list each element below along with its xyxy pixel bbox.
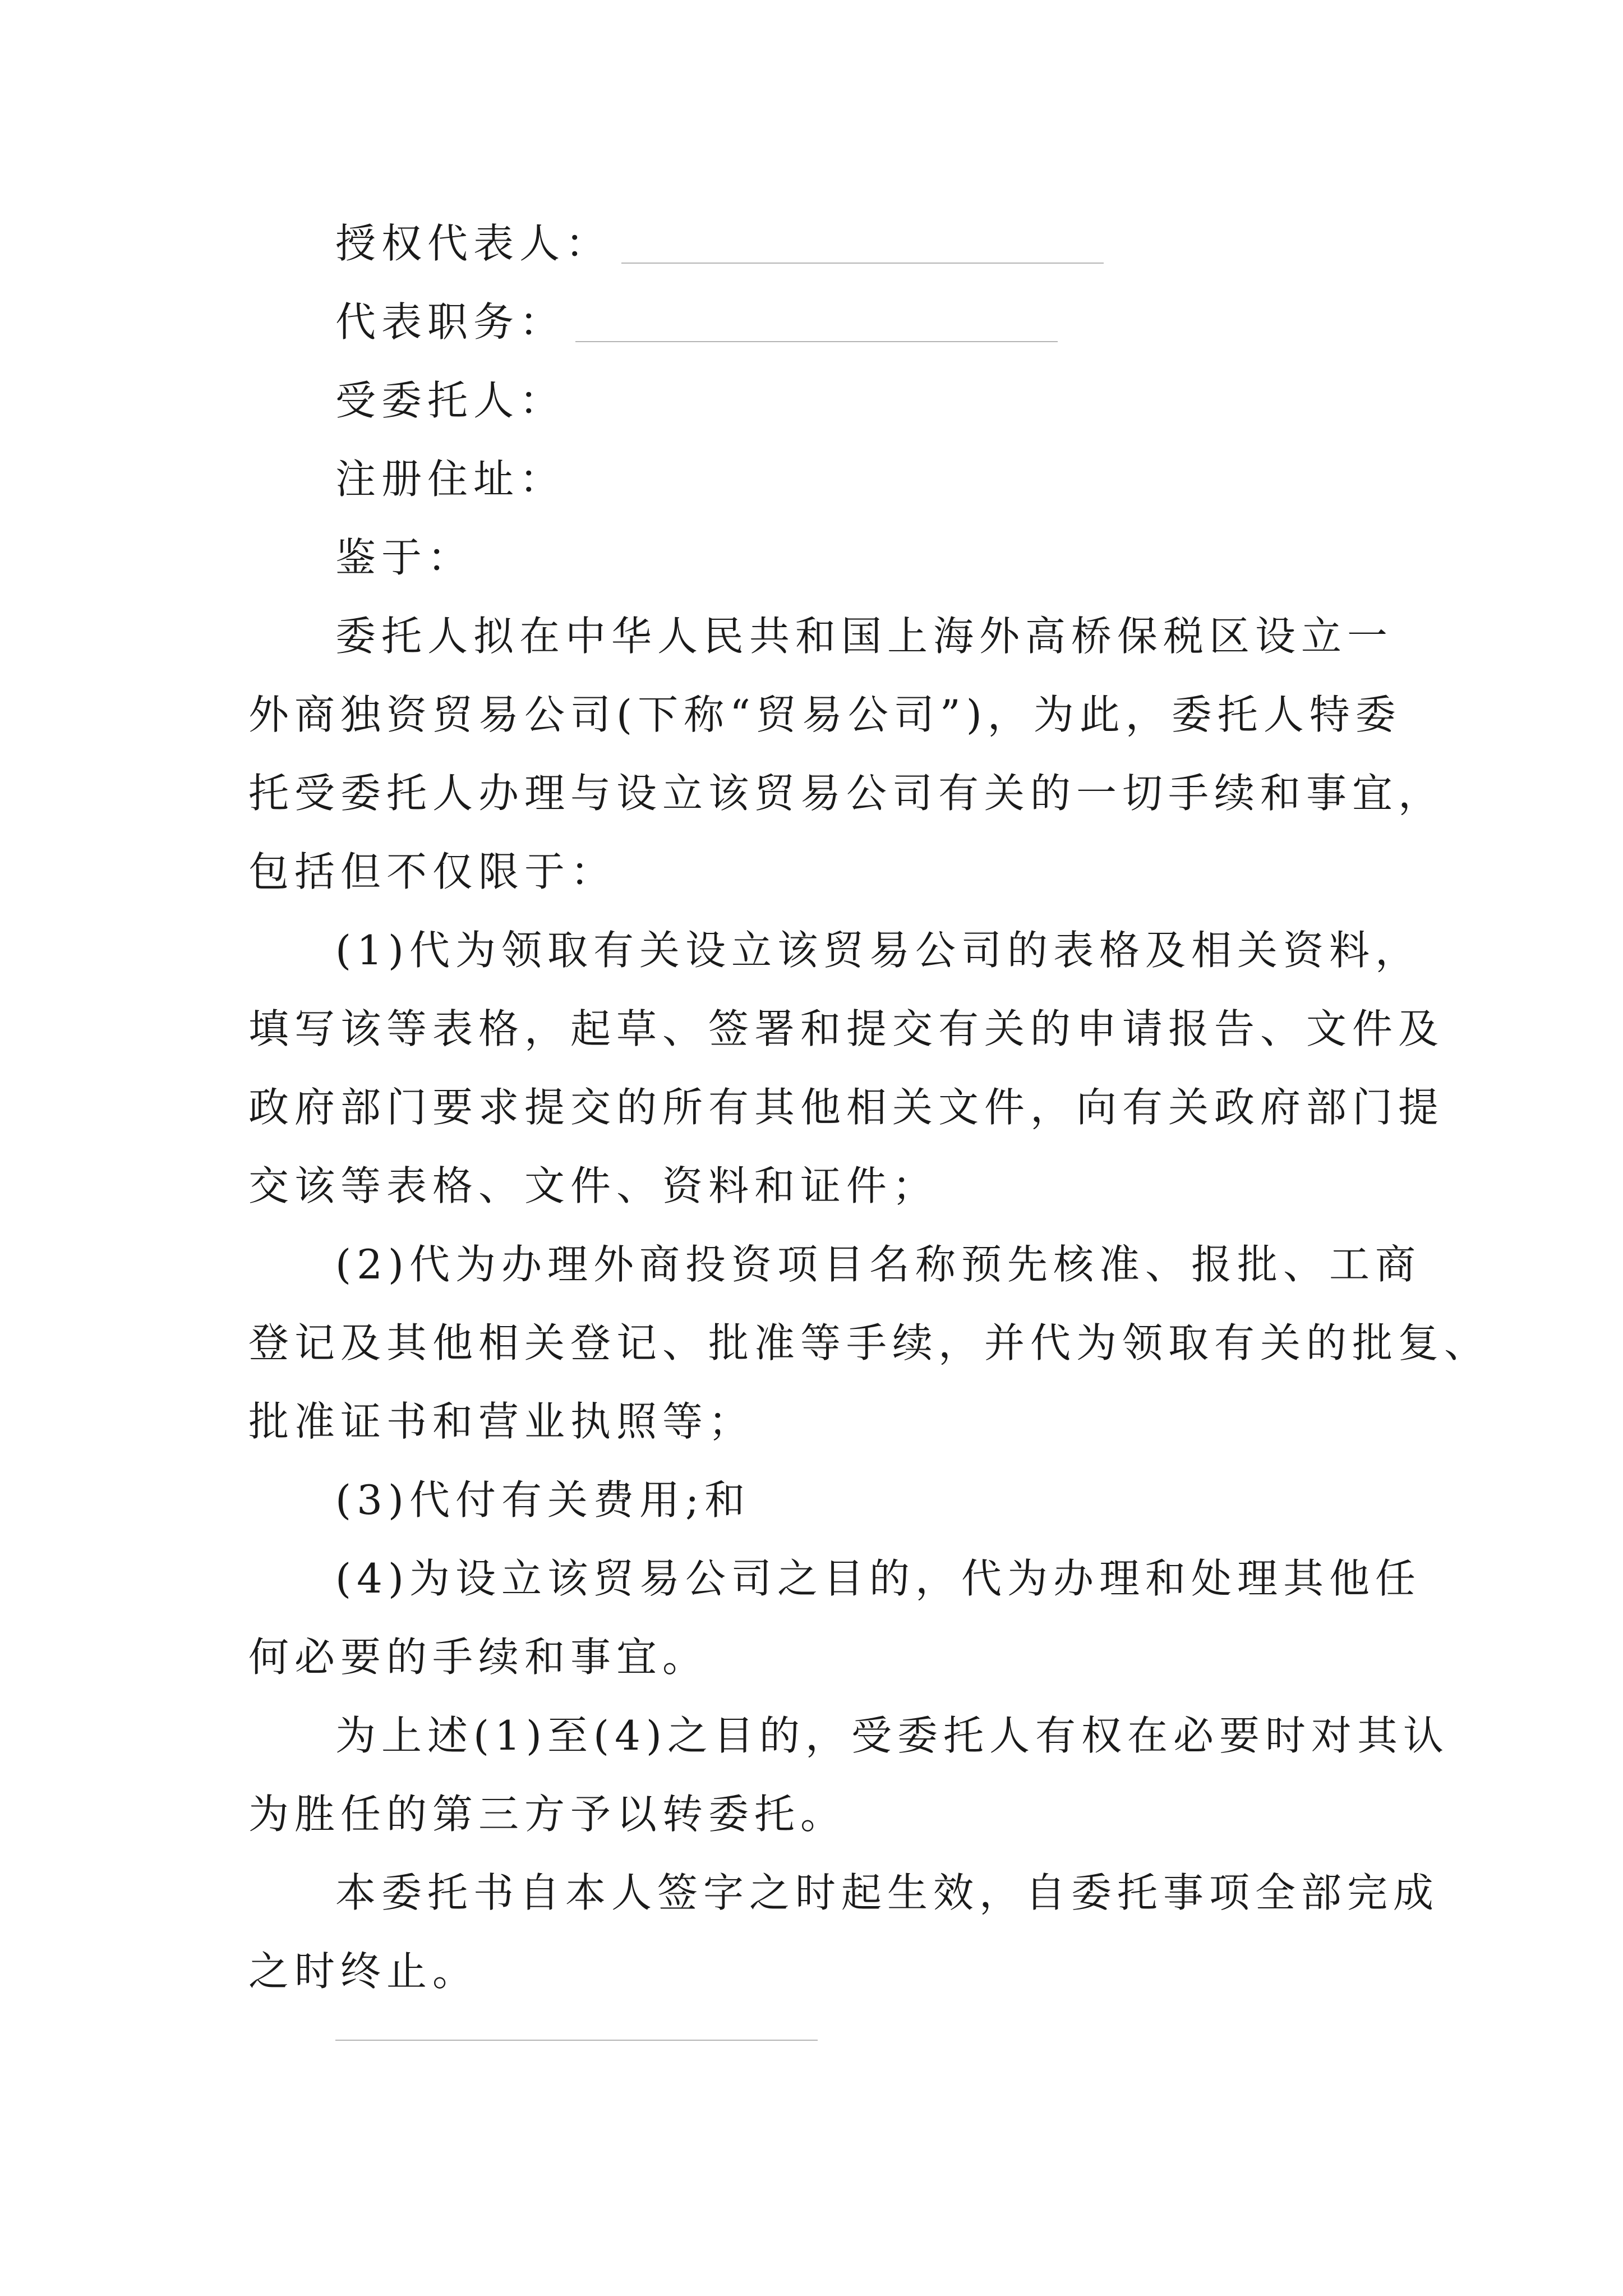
item1-line-4: 交该等表格、文件、资料和证件； xyxy=(248,1162,939,1209)
item4-line-1: (4)为设立该贸易公司之目的，代为办理和处理其他任 xyxy=(335,1555,1421,1602)
item1-line-2: 填写该等表格，起草、签署和提交有关的申请报告、文件及 xyxy=(248,1005,1445,1052)
registered-address-label: 注册住址： xyxy=(335,455,566,503)
item4-line-2: 何必要的手续和事宜。 xyxy=(248,1634,709,1681)
item3-line-1: (3)代付有关费用;和 xyxy=(335,1476,751,1524)
whereas-label: 鉴于： xyxy=(335,534,474,581)
whereas-line-1: 委托人拟在中华人民共和国上海外高桥保税区设立一 xyxy=(335,613,1394,660)
item1-line-3: 政府部门要求提交的所有其他相关文件，向有关政府部门提 xyxy=(248,1084,1445,1131)
item2-line-1: (2)代为办理外商投资项目名称预先核准、报批、工商 xyxy=(335,1241,1421,1288)
authorized-rep-label: 授权代表人： xyxy=(335,220,612,267)
rep-title-label: 代表职务： xyxy=(335,298,566,346)
authorized-rep-blank-line xyxy=(621,263,1104,264)
validity-line-1: 本委托书自本人签字之时起生效，自委托事项全部完成 xyxy=(335,1869,1440,1916)
item1-line-1: (1)代为领取有关设立该贸易公司的表格及相关资料， xyxy=(335,927,1421,974)
item2-line-2: 登记及其他相关登记、批准等手续，并代为领取有关的批复、 xyxy=(248,1319,1491,1366)
validity-line-2: 之时终止。 xyxy=(248,1948,479,1995)
item2-line-3: 批准证书和营业执照等； xyxy=(248,1398,755,1445)
whereas-line-3: 托受委托人办理与设立该贸易公司有关的一切手续和事宜， xyxy=(248,770,1445,817)
subdelegation-line-2: 为胜任的第三方予以转委托。 xyxy=(248,1791,847,1838)
trustee-label: 受委托人： xyxy=(335,377,566,424)
whereas-line-2: 外商独资贸易公司(下称“贸易公司”)，为此，委托人特委 xyxy=(248,691,1401,738)
signature-blank-line xyxy=(335,2040,818,2041)
rep-title-blank-line xyxy=(575,341,1058,342)
whereas-line-4: 包括但不仅限于： xyxy=(248,848,617,895)
subdelegation-line-1: 为上述(1)至(4)之目的，受委托人有权在必要时对其认 xyxy=(335,1712,1449,1759)
